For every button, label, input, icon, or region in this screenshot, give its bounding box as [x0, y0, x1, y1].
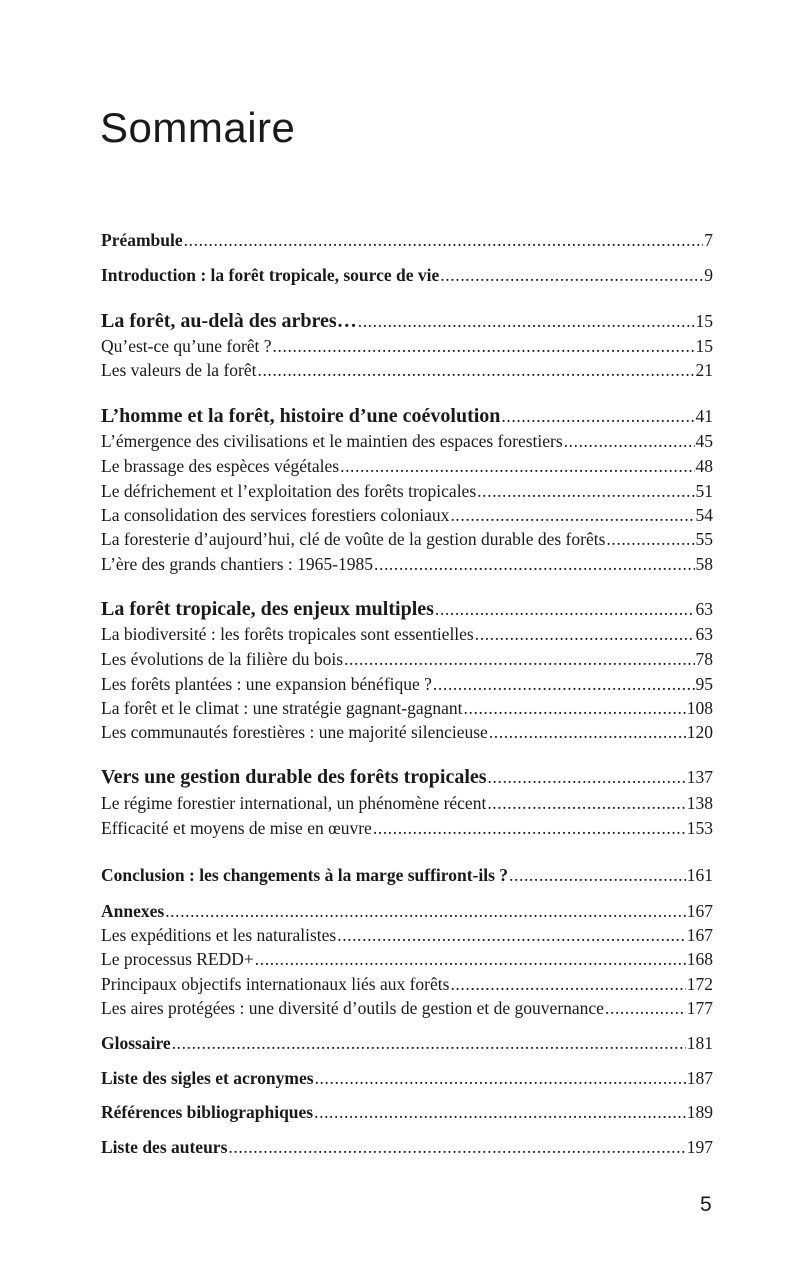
- toc-entry-label: Les évolutions de la filière du bois: [101, 649, 344, 669]
- toc-entry-page: 181: [686, 1033, 713, 1053]
- toc-entry-label: Glossaire: [101, 1033, 171, 1053]
- toc-part-4[interactable]: [101, 765, 713, 789]
- leader-dots: [488, 765, 686, 789]
- leader-dots: [433, 673, 695, 695]
- toc-entry-page: 177: [686, 998, 713, 1018]
- leader-dots: [314, 1101, 686, 1123]
- toc-entry-label: Qu’est-ce qu’une forêt ?: [101, 336, 272, 356]
- toc-entry[interactable]: [101, 553, 713, 575]
- leader-dots: [344, 648, 694, 670]
- toc-entry[interactable]: [101, 623, 713, 645]
- toc-entry-label: Les aires protégées : une diversité d’outils de gestion et de gouvernance: [101, 998, 604, 1018]
- leader-dots: [273, 335, 695, 357]
- leader-dots: [440, 264, 703, 286]
- toc-entry-page: 54: [695, 505, 713, 525]
- page-number: 5: [700, 1193, 712, 1216]
- toc-entry-page: 78: [695, 649, 713, 669]
- toc-entry-label: Les forêts plantées : une expansion bénéfique ?: [101, 674, 432, 694]
- toc-entry[interactable]: [101, 648, 713, 670]
- toc-entry-page: 7: [704, 230, 713, 250]
- page-title: Sommaire: [100, 104, 296, 151]
- leader-dots: [509, 864, 686, 886]
- toc-entry-glossary[interactable]: [101, 1032, 713, 1054]
- leader-dots: [487, 792, 685, 814]
- leader-dots: [475, 623, 695, 645]
- toc-entry[interactable]: [101, 721, 713, 743]
- leader-dots: [564, 430, 695, 452]
- toc-entry[interactable]: [101, 817, 713, 839]
- toc-entry-label: Les expéditions et les naturalistes: [101, 925, 337, 945]
- leader-dots: [501, 404, 694, 428]
- toc-entry-label: La consolidation des services forestiers coloniaux: [101, 505, 450, 525]
- toc-entry-page: 51: [695, 481, 713, 501]
- leader-dots: [358, 309, 695, 333]
- toc-entry[interactable]: [101, 480, 713, 502]
- toc-entry-label: Vers une gestion durable des forêts tropicales: [101, 766, 487, 788]
- toc-entry[interactable]: [101, 504, 713, 526]
- toc-entry-label: Le défrichement et l’exploitation des forêts tropicales: [101, 481, 477, 501]
- toc-entry-label: Introduction : la forêt tropicale, source de vie: [101, 265, 440, 285]
- toc-entry-page: 9: [704, 265, 713, 285]
- toc-entry-page: 167: [686, 901, 713, 921]
- leader-dots: [489, 721, 686, 743]
- leader-dots: [606, 528, 694, 550]
- leader-dots: [450, 973, 685, 995]
- toc-entry[interactable]: [101, 335, 713, 357]
- toc-part-1[interactable]: [101, 309, 713, 333]
- leader-dots: [374, 553, 695, 575]
- toc-entry-label: Préambule: [101, 230, 183, 250]
- toc-entry-label: Le brassage des espèces végétales: [101, 456, 340, 476]
- toc-entry-conclusion[interactable]: [101, 864, 713, 886]
- toc-entry-label: La forêt tropicale, des enjeux multiples: [101, 598, 434, 620]
- toc-entry-label: Conclusion : les changements à la marge suffiront-ils ?: [101, 865, 509, 885]
- toc-entry[interactable]: [101, 359, 713, 381]
- toc-entry-label: La foresterie d’aujourd’hui, clé de voûte de la gestion durable des forêts: [101, 529, 606, 549]
- toc-entry[interactable]: [101, 973, 713, 995]
- toc-entry-label: La forêt et le climat : une stratégie gagnant-gagnant: [101, 698, 463, 718]
- toc-entry-page: 120: [686, 722, 713, 742]
- toc-entry-page: 167: [686, 925, 713, 945]
- toc-entry[interactable]: [101, 792, 713, 814]
- toc-entry-page: 153: [686, 818, 713, 838]
- toc-entry-label: L’émergence des civilisations et le maintien des espaces forestiers: [101, 431, 563, 451]
- leader-dots: [228, 1136, 685, 1158]
- toc-entry[interactable]: [101, 924, 713, 946]
- toc-entry-label: Le processus REDD+: [101, 949, 254, 969]
- toc-entry-label: L’ère des grands chantiers : 1965-1985: [101, 554, 373, 574]
- toc-part-2[interactable]: [101, 404, 713, 428]
- leader-dots: [340, 455, 694, 477]
- toc-entry-authors[interactable]: [101, 1136, 713, 1158]
- toc-entry-label: Le régime forestier international, un phénomène récent: [101, 793, 487, 813]
- toc-entry-page: 95: [695, 674, 713, 694]
- leader-dots: [477, 480, 694, 502]
- leader-dots: [373, 817, 686, 839]
- toc-entry-label: Les communautés forestières : une majorité silencieuse: [101, 722, 488, 742]
- toc-entry-page: 168: [686, 949, 713, 969]
- toc-entry-label: Liste des auteurs: [101, 1137, 228, 1157]
- toc-entry-page: 189: [686, 1102, 713, 1122]
- toc-entry-label: Références bibliographiques: [101, 1102, 314, 1122]
- toc-entry-label: L’homme et la forêt, histoire d’une coévolution: [101, 405, 501, 427]
- leader-dots: [257, 359, 694, 381]
- toc-entry-introduction[interactable]: [101, 264, 713, 286]
- toc-entry-page: 48: [695, 456, 713, 476]
- toc-entry-page: 58: [695, 554, 713, 574]
- toc-entry-page: 15: [695, 311, 713, 331]
- toc-entry-label: Liste des sigles et acronymes: [101, 1068, 314, 1088]
- toc-entry-page: 41: [695, 406, 713, 426]
- toc-entry[interactable]: [101, 948, 713, 970]
- toc-entry-page: 45: [695, 431, 713, 451]
- leader-dots: [450, 504, 694, 526]
- toc-entry[interactable]: [101, 528, 713, 550]
- toc-entry-label: Les valeurs de la forêt: [101, 360, 257, 380]
- leader-dots: [435, 597, 695, 621]
- toc-entry-label: Annexes: [101, 901, 165, 921]
- toc-entry[interactable]: [101, 697, 713, 719]
- toc-entry-page: 172: [686, 974, 713, 994]
- leader-dots: [337, 924, 686, 946]
- toc-entry-page: 63: [695, 624, 713, 644]
- toc-entry[interactable]: [101, 673, 713, 695]
- toc-entry-page: 21: [695, 360, 713, 380]
- toc-entry-references[interactable]: [101, 1101, 713, 1123]
- toc-entry-label: La biodiversité : les forêts tropicales sont essentielles: [101, 624, 474, 644]
- toc-entry-label: Efficacité et moyens de mise en œuvre: [101, 818, 372, 838]
- toc-entry-page: 187: [686, 1068, 713, 1088]
- toc-entry-page: 138: [686, 793, 713, 813]
- toc-entry-acronyms[interactable]: [101, 1067, 713, 1089]
- toc-entry-page: 108: [686, 698, 713, 718]
- leader-dots: [172, 1032, 686, 1054]
- toc-entry-annexes[interactable]: [101, 900, 713, 922]
- toc-entry-page: 197: [686, 1137, 713, 1157]
- toc-entry-preamble[interactable]: [101, 229, 713, 251]
- leader-dots: [315, 1067, 686, 1089]
- toc-entry-page: 137: [686, 767, 713, 787]
- toc-entry[interactable]: [101, 430, 713, 452]
- leader-dots: [255, 948, 686, 970]
- toc-entry-label: La forêt, au-delà des arbres…: [101, 310, 357, 332]
- leader-dots: [464, 697, 686, 719]
- toc-entry-label: Principaux objectifs internationaux liés aux forêts: [101, 974, 450, 994]
- leader-dots: [605, 997, 686, 1019]
- toc-entry-page: 161: [686, 865, 713, 885]
- toc-entry-page: 15: [695, 336, 713, 356]
- leader-dots: [165, 900, 686, 922]
- toc-entry-page: 55: [695, 529, 713, 549]
- toc-entry[interactable]: [101, 997, 713, 1019]
- toc-entry[interactable]: [101, 455, 713, 477]
- toc-entry-page: 63: [695, 599, 713, 619]
- leader-dots: [184, 229, 704, 251]
- toc-part-3[interactable]: [101, 597, 713, 621]
